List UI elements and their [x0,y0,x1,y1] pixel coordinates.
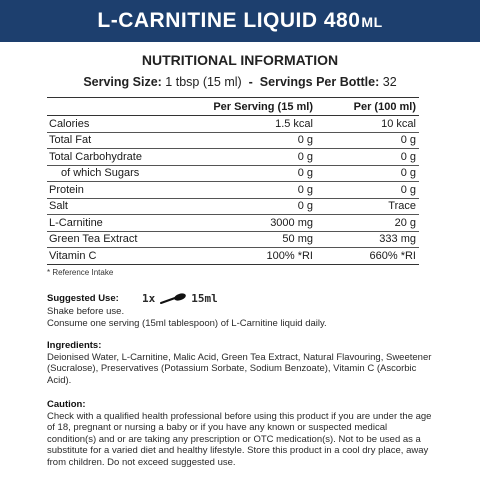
per-serving-value: 0 g [297,200,313,213]
header-per-serving: Per Serving (15 ml) [213,100,313,113]
nutrient-name: Protein [49,183,84,196]
suggested-use-heading: Suggested Use: [47,293,119,305]
table-row [47,214,419,231]
ingredients-section [47,340,437,386]
nutrient-name: Total Fat [49,134,92,147]
serving-size-value: 1 tbsp (15 ml) [165,75,242,89]
per-100ml-value: 0 g [400,183,416,196]
nutrient-name: Total Carbohydrate [49,150,142,163]
per-serving-value: 0 g [297,167,313,180]
per-100ml-value: 0 g [400,134,416,147]
suggested-use-line: Shake before use. [47,306,125,317]
header-per-100ml: Per (100 ml) [353,100,416,113]
dose-amount: 15ml [191,292,218,306]
per-100ml-value: 333 mg [379,233,416,246]
table-row [47,148,419,165]
table-header-row [47,98,419,115]
product-title-banner [0,0,480,42]
serving-info [0,75,480,89]
nutrient-name: Calories [49,117,90,130]
nutrient-name: Green Tea Extract [49,233,138,246]
servings-per-bottle-label: Servings Per Bottle: [259,75,380,89]
product-title: L-CARNITINE LIQUID 480 [97,9,361,32]
per-100ml-value: 20 g [394,216,416,229]
per-serving-value: 50 mg [282,233,313,246]
spoon-icon [159,293,187,305]
serving-separator: - [248,75,253,89]
table-row [47,181,419,198]
table-row [47,115,419,132]
suggested-use-line: Consume one serving (15ml tablespoon) of L-Carnitine liquid daily. [47,317,327,329]
per-serving-value: 0 g [297,134,313,147]
table-row [47,247,419,264]
suggested-use-header [47,292,437,306]
per-100ml-value: 0 g [400,167,416,180]
caution-section [47,399,437,468]
caution-text: Check with a qualified health professional before using this product if you are under the age of 18, pregnant or nursing a baby or if you have any known or suspected medical condition(s) and or are taking any prescription or OTC medication(s). Not to be used as a substitute for a varied diet and healthy lifestyle. Store this product in a cool dry place, away from children. Do not exceed suggested use. [47,410,432,468]
table-row [47,198,419,215]
caution-heading: Caution: [47,399,86,410]
per-serving-value: 0 g [297,183,313,196]
dose-indicator [142,293,218,305]
nutrient-name: Salt [49,200,68,213]
nutrition-table [47,97,419,265]
nutrient-name: L-Carnitine [49,216,103,229]
per-100ml-value: Trace [388,200,416,213]
suggested-use-section [47,292,437,329]
nutrient-name: of which Sugars [61,167,140,180]
per-serving-value: 100% *RI [266,249,313,262]
nutrition-title: NUTRITIONAL INFORMATION [141,52,339,68]
ingredients-text: Deionised Water, L-Carnitine, Malic Acid, Green Tea Extract, Natural Flavouring, Sweetener (Sucralose), Preservatives (Potassium Sorbate, Sodium Benzoate), Vitamin C (Ascorbic Acid). [47,351,432,386]
per-100ml-value: 660% *RI [369,249,416,262]
product-title-unit: ML [361,14,383,30]
serving-size-label: Serving Size: [83,75,162,89]
per-100ml-value: 0 g [400,150,416,163]
reference-intake-footnote: * Reference Intake [47,268,114,277]
table-row [47,231,419,248]
per-serving-value: 0 g [297,150,313,163]
table-row [47,132,419,149]
servings-per-bottle-value: 32 [382,75,397,89]
ingredients-heading: Ingredients: [47,340,102,351]
per-serving-value: 1.5 kcal [275,117,313,130]
table-row [47,165,419,182]
per-serving-value: 3000 mg [270,216,313,229]
nutrient-name: Vitamin C [49,249,97,262]
per-100ml-value: 10 kcal [381,117,416,130]
dose-quantity: 1x [142,292,156,306]
